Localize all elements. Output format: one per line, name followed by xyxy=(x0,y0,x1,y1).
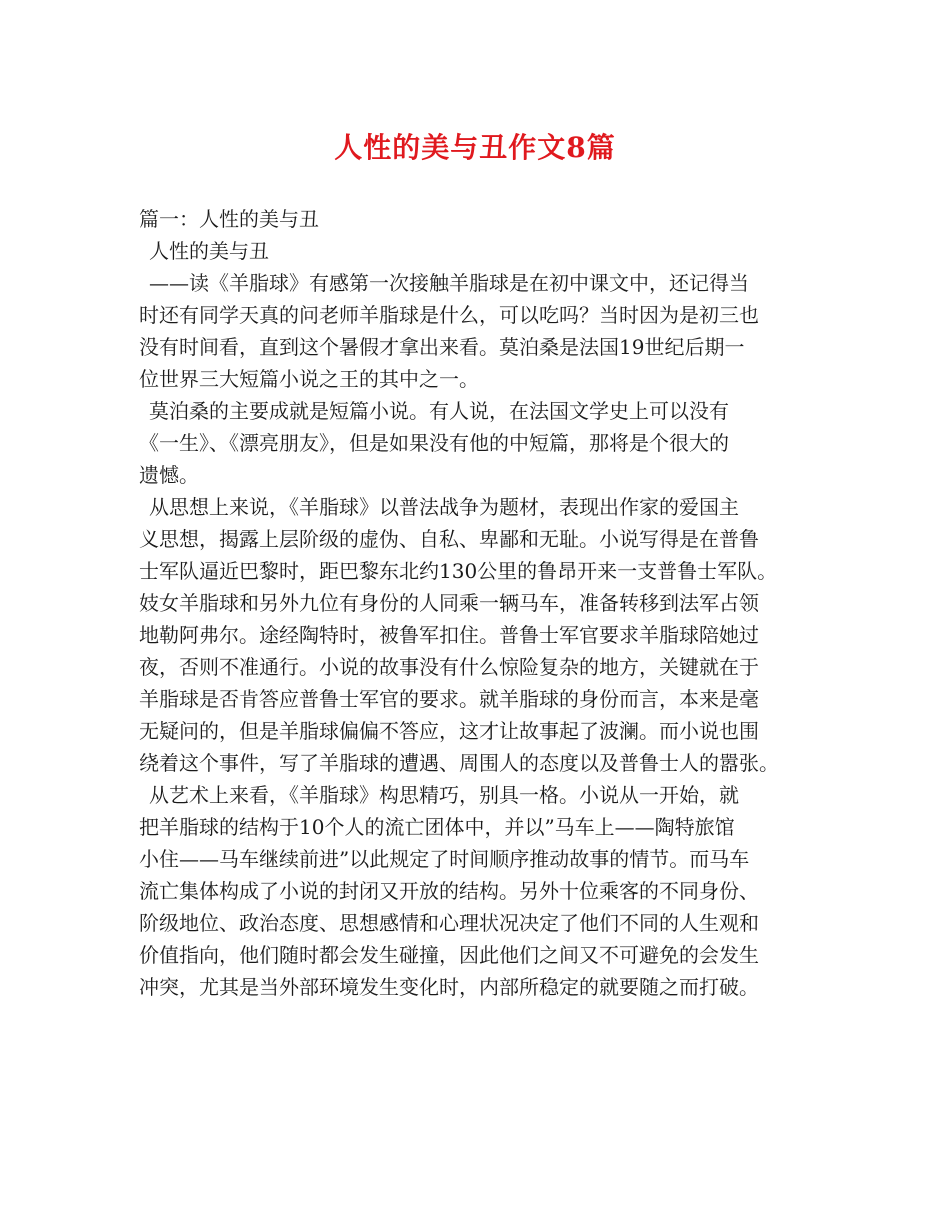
text-line: 价值指向，他们随时都会发生碰撞，因此他们之间又不可避免的会发生 xyxy=(139,943,759,967)
document-title: 人性的美与丑作文8篇 xyxy=(334,131,616,164)
text-line: 无疑问的，但是羊脂球偏偏不答应，这才让故事起了波澜。而小说也围 xyxy=(139,719,759,743)
section-heading: 篇一：人性的美与丑 xyxy=(139,207,319,231)
text-line: 小住——马车继续前进”以此规定了时间顺序推动故事的情节。而马车 xyxy=(139,847,750,871)
text-line: 把羊脂球的结构于10个人的流亡团体中，并以”马车上——陶特旅馆 xyxy=(139,815,735,839)
essay-title: 人性的美与丑 xyxy=(149,239,269,263)
text-line: 遗憾。 xyxy=(139,463,199,487)
text-line: ——读《羊脂球》有感第一次接触羊脂球是在初中课文中，还记得当 xyxy=(149,271,749,295)
text-line: 流亡集体构成了小说的封闭又开放的结构。另外十位乘客的不同身份、 xyxy=(139,879,759,903)
text-line: 地勒阿弗尔。途经陶特时，被鲁军扣住。普鲁士军官要求羊脂球陪她过 xyxy=(139,623,759,647)
text-line: 没有时间看，直到这个暑假才拿出来看。莫泊桑是法国19世纪后期一 xyxy=(139,335,745,359)
text-line: 从思想上来说，《羊脂球》以普法战争为题材，表现出作家的爱国主 xyxy=(149,495,739,519)
text-line: 时还有同学天真的问老师羊脂球是什么，可以吃吗？当时因为是初三也 xyxy=(139,303,759,327)
text-line: 士军队逼近巴黎时，距巴黎东北约130公里的鲁昂开来一支普鲁士军队。 xyxy=(139,559,778,583)
text-line: 阶级地位、政治态度、思想感情和心理状况决定了他们不同的人生观和 xyxy=(139,911,759,935)
text-line: 义思想，揭露上层阶级的虚伪、自私、卑鄙和无耻。小说写得是在普鲁 xyxy=(139,527,759,551)
text-line: 冲突，尤其是当外部环境发生变化时，内部所稳定的就要随之而打破。 xyxy=(139,975,759,999)
document-body xyxy=(139,203,819,1003)
text-line: 莫泊桑的主要成就是短篇小说。有人说，在法国文学史上可以没有 xyxy=(149,399,729,423)
text-line: 夜，否则不准通行。小说的故事没有什么惊险复杂的地方，关键就在于 xyxy=(139,655,759,679)
text-line: 绕着这个事件，写了羊脂球的遭遇、周围人的态度以及普鲁士人的嚣张。 xyxy=(139,751,779,775)
text-line: 《一生》、《漂亮朋友》，但是如果没有他的中短篇，那将是个很大的 xyxy=(139,431,729,455)
text-line: 位世界三大短篇小说之王的其中之一。 xyxy=(139,367,479,391)
text-line: 羊脂球是否肯答应普鲁士军官的要求。就羊脂球的身份而言，本来是毫 xyxy=(139,687,759,711)
text-line: 从艺术上来看，《羊脂球》构思精巧，别具一格。小说从一开始，就 xyxy=(149,783,739,807)
text-line: 妓女羊脂球和另外九位有身份的人同乘一辆马车，准备转移到法军占领 xyxy=(139,591,759,615)
